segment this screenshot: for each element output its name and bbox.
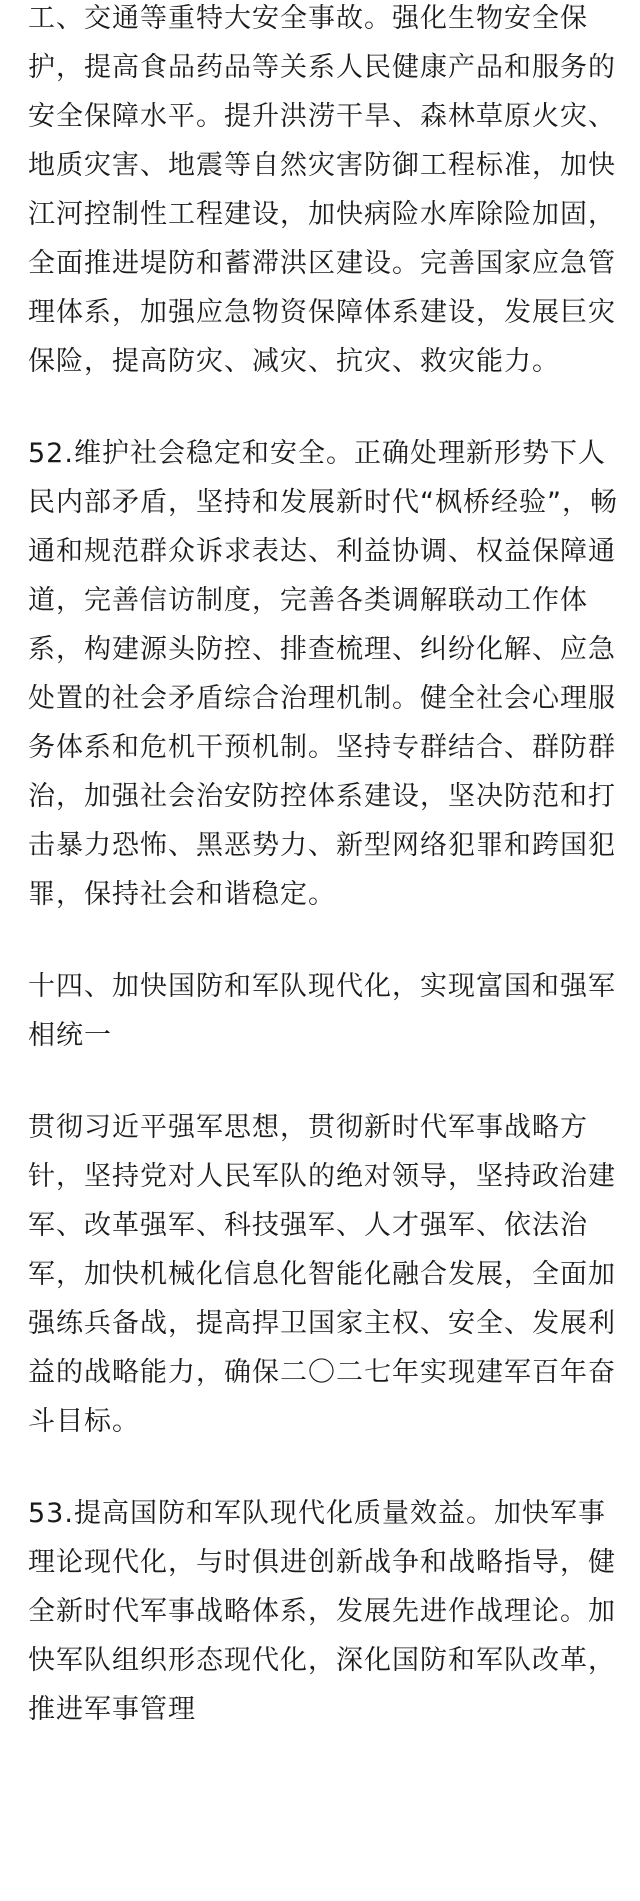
paragraph-strong-army-thought: 贯彻习近平强军思想，贯彻新时代军事战略方针，坚持党对人民军队的绝对领导，坚持政治建军、改革强军、科技强军、人才强军、依法治军，加快机械化信息化智能化融合发展，全面加强练兵备战，提高捍卫国家主权、安全、发展利益的战略能力，确保二〇二七年实现建军百年奋斗目标。 xyxy=(28,1112,616,1437)
paragraph-52-social-stability: 52.维护社会稳定和安全。正确处理新形势下人民内部矛盾，坚持和发展新时代“枫桥经验”，畅通和规范群众诉求表达、利益协调、权益保障通道，完善信访制度，完善各类调解联动工作体系，构建源头防控、排查梳理、纠纷化解、应急处置的社会矛盾综合治理机制。健全社会心理服务体系和危机干预机制。坚持专群结合、群防群治，加强社会治安防控体系建设，坚决防范和打击暴力恐怖、黑恶势力、新型网络犯罪和跨国犯罪，保持社会和谐稳定。 xyxy=(28,438,618,910)
paragraph-safety-continuation: 工、交通等重特大安全事故。强化生物安全保护，提高食品药品等关系人民健康产品和服务的安全保障水平。提升洪涝干旱、森林草原火灾、地质灾害、地震等自然灾害防御工程标准，加快江河控制性工程建设，加快病险水库除险加固，全面推进堤防和蓄滞洪区建设。完善国家应急管理体系，加强应急物资保障体系建设，发展巨灾保险，提高防灾、减灾、抗灾、救灾能力。 xyxy=(28,3,616,377)
paragraph-53-defense-quality: 53.提高国防和军队现代化质量效益。加快军事理论现代化，与时俱进创新战争和战略指导，健全新时代军事战略体系，发展先进作战理论。加快军队组织形态现代化，深化国防和军队改革，推进军事管理 xyxy=(28,1498,616,1725)
section-heading-14-defense: 十四、加快国防和军队现代化，实现富国和强军相统一 xyxy=(28,971,616,1051)
